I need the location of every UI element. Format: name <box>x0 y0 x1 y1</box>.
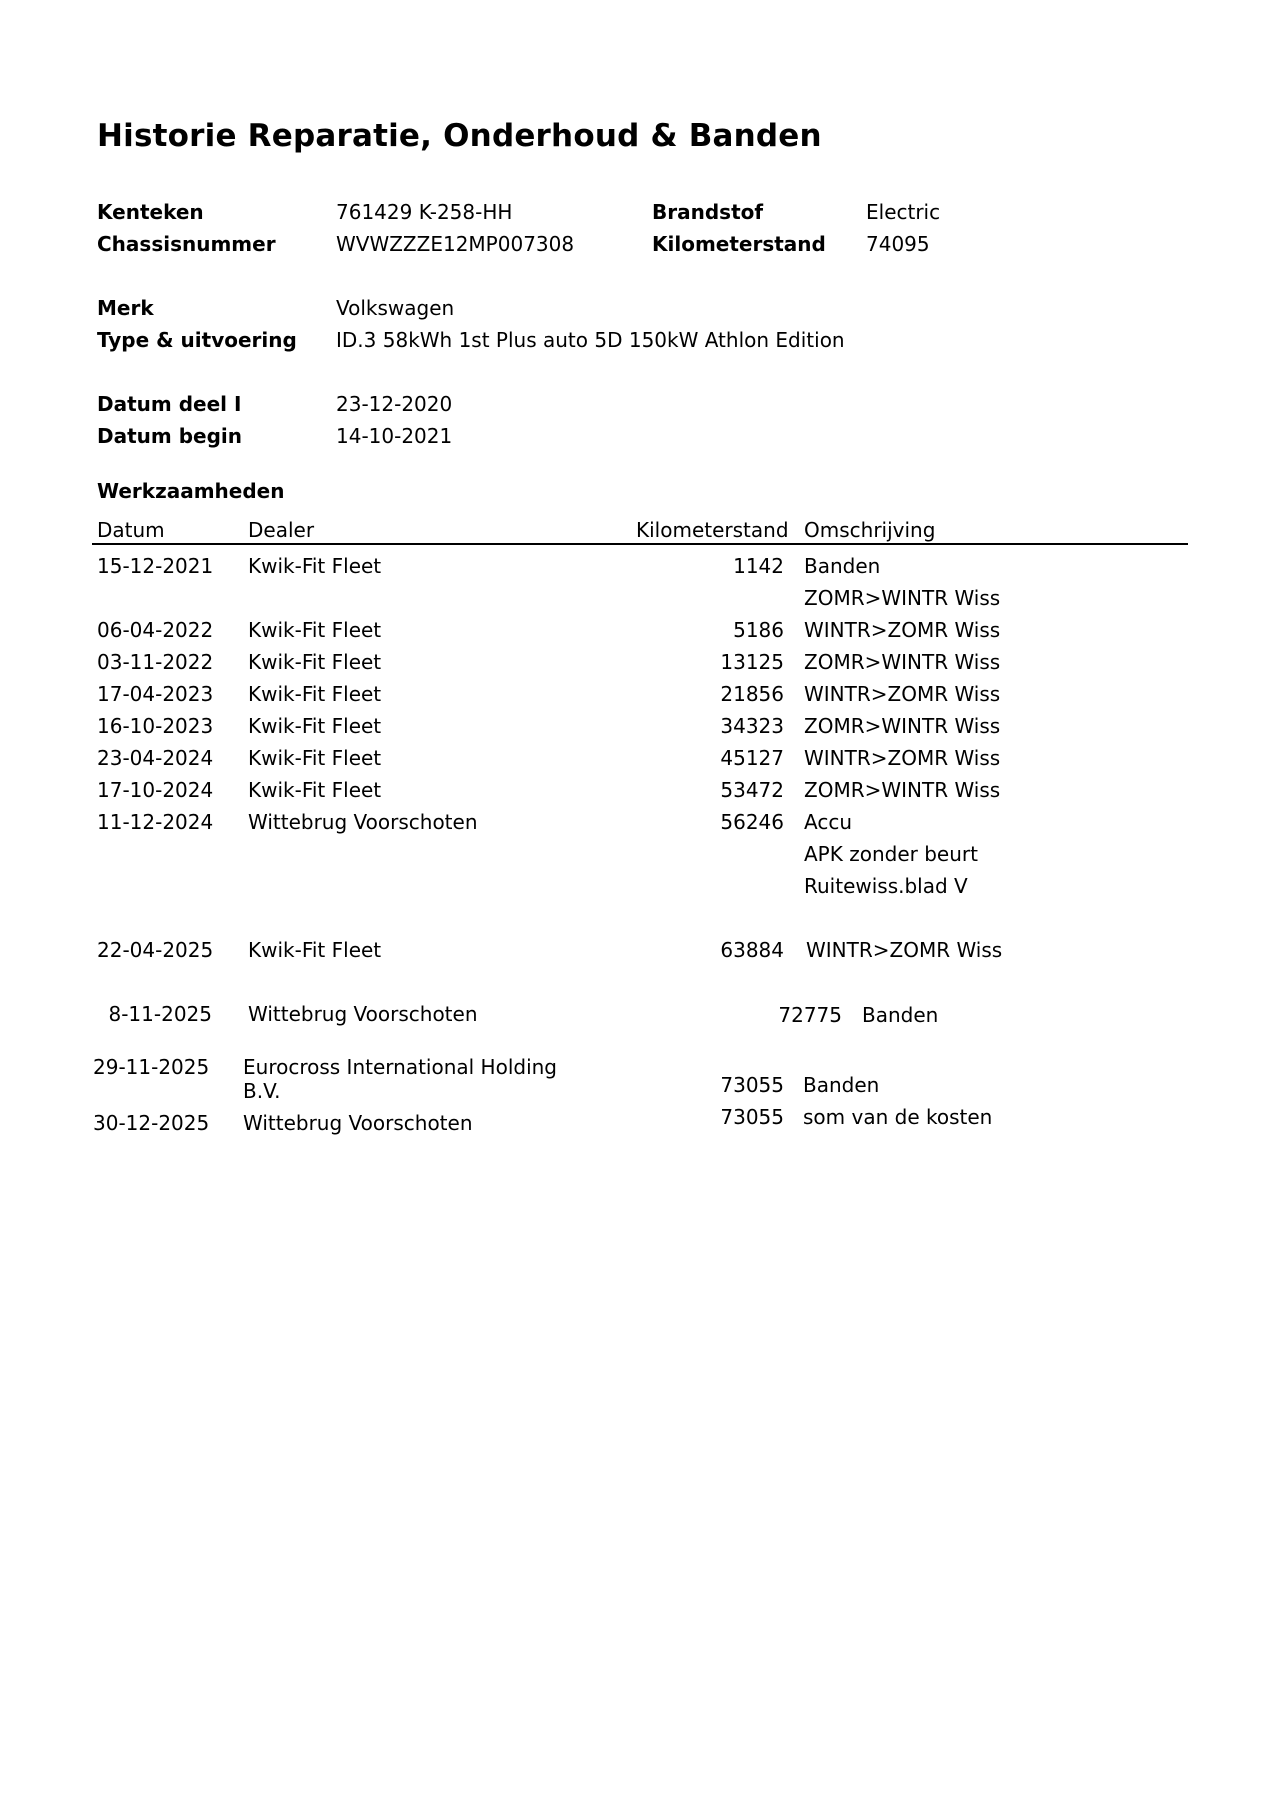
cell-omschrijving: ZOMR>WINTR Wiss <box>804 650 1001 674</box>
cell-datum: 29-11-2025 <box>93 1055 210 1079</box>
header-datum: Datum <box>97 518 165 542</box>
cell-datum: 17-04-2023 <box>97 682 214 706</box>
cell-omschrijving: Accu <box>804 810 852 834</box>
cell-omschrijving: som van de kosten <box>803 1105 993 1129</box>
cell-dealer: Wittebrug Voorschoten <box>243 1111 473 1135</box>
cell-datum: 16-10-2023 <box>97 714 214 738</box>
label-kilometerstand: Kilometerstand <box>652 232 826 256</box>
cell-dealer: Kwik-Fit Fleet <box>248 714 382 738</box>
label-chassisnummer: Chassisnummer <box>97 232 276 256</box>
header-dealer: Dealer <box>248 518 315 542</box>
cell-dealer: Kwik-Fit Fleet <box>248 938 382 962</box>
label-merk: Merk <box>97 296 154 320</box>
cell-datum: 15-12-2021 <box>97 554 214 578</box>
cell-km: 34323 <box>720 714 784 738</box>
cell-dealer: Kwik-Fit Fleet <box>248 682 382 706</box>
cell-omschrijving: Ruitewiss.blad V <box>804 874 968 898</box>
cell-km: 5186 <box>733 618 784 642</box>
header-kilometerstand: Kilometerstand <box>636 518 789 542</box>
cell-omschrijving: Banden <box>803 1073 880 1097</box>
label-kenteken: Kenteken <box>97 200 204 224</box>
header-omschrijving: Omschrijving <box>804 518 936 542</box>
cell-datum: 23-04-2024 <box>97 746 214 770</box>
value-type: ID.3 58kWh 1st Plus auto 5D 150kW Athlon Edition <box>336 328 845 352</box>
cell-datum: 22-04-2025 <box>97 938 214 962</box>
cell-omschrijving: WINTR>ZOMR Wiss <box>804 682 1001 706</box>
cell-dealer: Kwik-Fit Fleet <box>248 650 382 674</box>
cell-datum: 30-12-2025 <box>93 1111 210 1135</box>
cell-omschrijving: ZOMR>WINTR Wiss <box>804 714 1001 738</box>
cell-dealer: Eurocross International Holding <box>243 1055 558 1079</box>
cell-omschrijving: ZOMR>WINTR Wiss <box>804 778 1001 802</box>
value-brandstof: Electric <box>866 200 941 224</box>
value-kilometerstand: 74095 <box>866 232 930 256</box>
label-brandstof: Brandstof <box>652 200 764 224</box>
cell-datum: 03-11-2022 <box>97 650 214 674</box>
cell-km: 63884 <box>720 938 784 962</box>
page-title: Historie Reparatie, Onderhoud & Banden <box>97 118 822 154</box>
cell-km: 45127 <box>720 746 784 770</box>
cell-dealer: Kwik-Fit Fleet <box>248 778 382 802</box>
cell-omschrijving: WINTR>ZOMR Wiss <box>804 746 1001 770</box>
cell-km: 1142 <box>733 554 784 578</box>
cell-dealer: Wittebrug Voorschoten <box>248 810 478 834</box>
cell-km: 73055 <box>720 1105 784 1129</box>
cell-km: 72775 <box>778 1003 842 1027</box>
cell-omschrijving: APK zonder beurt <box>804 842 978 866</box>
value-chassisnummer: WVWZZZE12MP007308 <box>336 232 575 256</box>
cell-dealer: Kwik-Fit Fleet <box>248 746 382 770</box>
cell-km: 21856 <box>720 682 784 706</box>
cell-datum: 8-11-2025 <box>108 1002 212 1026</box>
cell-omschrijving: Banden <box>804 554 881 578</box>
header-divider <box>92 543 1188 545</box>
cell-omschrijving: Banden <box>862 1003 939 1027</box>
cell-km: 13125 <box>720 650 784 674</box>
label-datum-begin: Datum begin <box>97 424 242 448</box>
cell-datum: 17-10-2024 <box>97 778 214 802</box>
cell-dealer: Wittebrug Voorschoten <box>248 1002 478 1026</box>
cell-datum: 11-12-2024 <box>97 810 214 834</box>
cell-km: 56246 <box>720 810 784 834</box>
cell-km: 53472 <box>720 778 784 802</box>
section-title-werkzaamheden: Werkzaamheden <box>97 479 285 503</box>
cell-dealer: B.V. <box>243 1079 281 1103</box>
cell-km: 73055 <box>720 1073 784 1097</box>
value-datum-deel1: 23-12-2020 <box>336 392 453 416</box>
label-datum-deel1: Datum deel I <box>97 392 242 416</box>
label-type: Type & uitvoering <box>97 328 297 352</box>
cell-datum: 06-04-2022 <box>97 618 214 642</box>
value-datum-begin: 14-10-2021 <box>336 424 453 448</box>
cell-dealer: Kwik-Fit Fleet <box>248 554 382 578</box>
cell-omschrijving: ZOMR>WINTR Wiss <box>804 586 1001 610</box>
value-kenteken: 761429 K-258-HH <box>336 200 513 224</box>
cell-omschrijving: WINTR>ZOMR Wiss <box>804 618 1001 642</box>
value-merk: Volkswagen <box>336 296 455 320</box>
cell-dealer: Kwik-Fit Fleet <box>248 618 382 642</box>
cell-omschrijving: WINTR>ZOMR Wiss <box>806 938 1003 962</box>
